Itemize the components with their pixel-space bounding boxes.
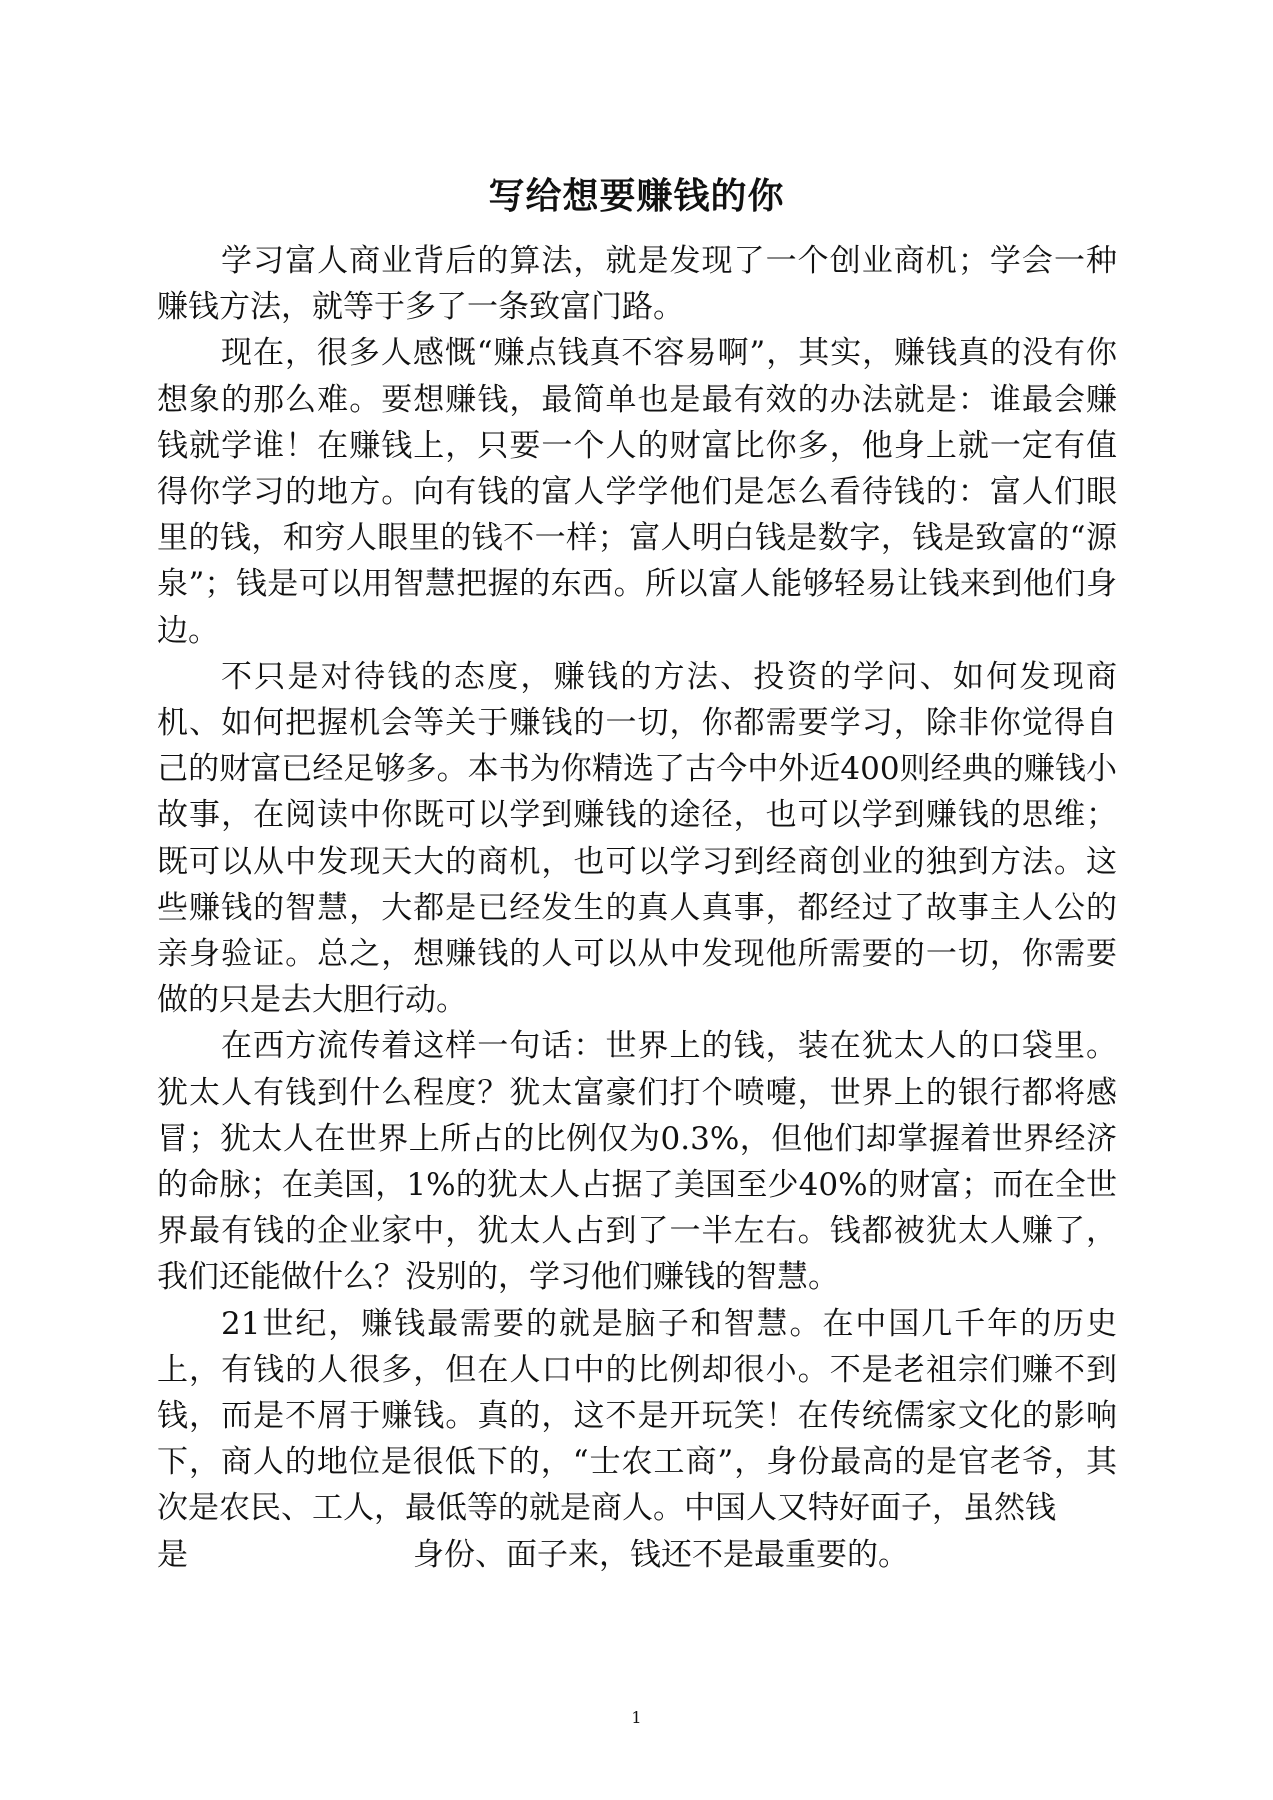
paragraph-1: 学习富人商业背后的算法，就是发现了一个创业商机；学会一种赚钱方法，就等于多了一条致富门路。: [157, 243, 1117, 326]
paragraph-5-continuation: [157, 1532, 1117, 1578]
paragraph-4: 在西方流传着这样一句话：世界上的钱，装在犹太人的口袋里。犹太人有钱到什么程度？犹太富豪们打个喷嚏，世界上的银行都将感冒；犹太人在世界上所占的比例仅为0.3%，但他们却掌握着世界经济的命脉；在美国，1%的犹太人占据了美国至少40%的财富；而在全世界最有钱的企业家中，犹太人占到了一半左右。钱都被犹太人赚了，我们还能做什么？没别的，学习他们赚钱的智慧。: [157, 1028, 1117, 1296]
paragraph-5: 21世纪，赚钱最需要的就是脑子和智慧。在中国几千年的历史上，有钱的人很多，但在人口中的比例却很小。不是老祖宗们赚不到钱，而是不屑于赚钱。真的，这不是开玩笑！在传统儒家文化的影响下，商人的地位是很低下的，“士农工商”，身份最高的是官老爷，其次是农民、工人，最低等的就是商人。中国人又特好面子，虽然钱: [157, 1305, 1117, 1527]
paragraph-2: 现在，很多人感慨“赚点钱真不容易啊”，其实，赚钱真的没有你想象的那么难。要想赚钱，最简单也是最有效的办法就是：谁最会赚钱就学谁！在赚钱上，只要一个人的财富比你多，他身上就一定有值得你学习的地方。向有钱的富人学学他们是怎么看待钱的：富人们眼里的钱，和穷人眼里的钱不一样；富人明白钱是数字，钱是致富的“源泉”；钱是可以用智慧把握的东西。所以富人能够轻易让钱来到他们身边。: [157, 335, 1117, 649]
last-line-end: 身份、面子来，钱还不是最重要的。: [413, 1536, 909, 1573]
document-title: 写给想要赚钱的你: [488, 175, 785, 217]
document-body: [157, 238, 1117, 1578]
last-line-start: 是: [157, 1536, 188, 1573]
page-number: 1: [631, 1708, 642, 1727]
paragraph-3: 不只是对待钱的态度，赚钱的方法、投资的学问、如何发现商机、如何把握机会等关于赚钱的一切，你都需要学习，除非你觉得自己的财富已经足够多。本书为你精选了古今中外近400则经典的赚钱小故事，在阅读中你既可以学到赚钱的途径，也可以学到赚钱的思维；既可以从中发现天大的商机，也可以学习到经商创业的独到方法。这些赚钱的智慧，大都是已经发生的真人真事，都经过了故事主人公的亲身验证。总之，想赚钱的人可以从中发现他所需要的一切，你需要做的只是去大胆行动。: [157, 658, 1117, 1019]
